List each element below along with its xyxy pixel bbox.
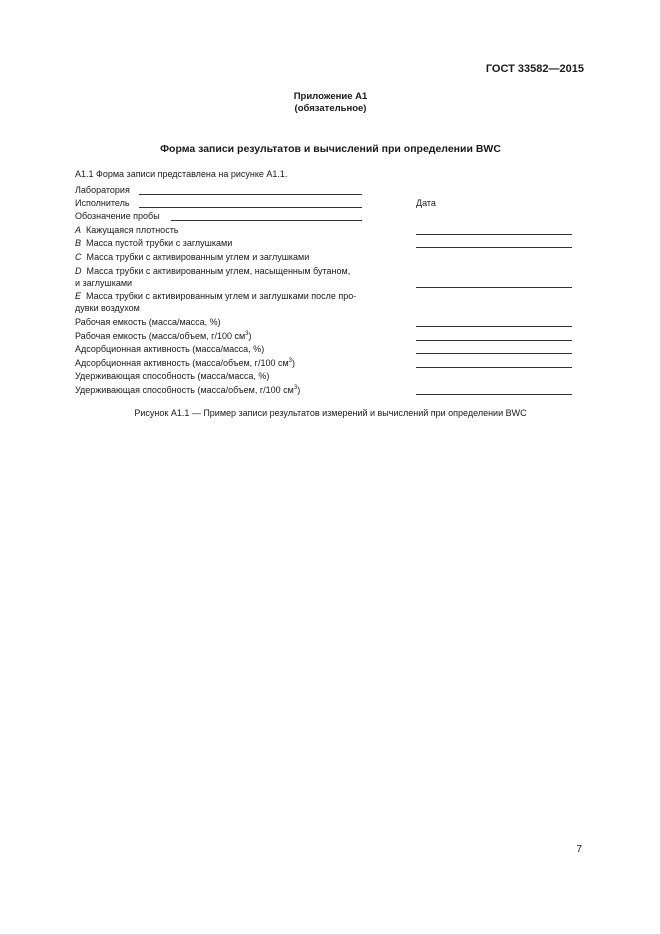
item-b	[75, 237, 232, 249]
sample-label: Обозначение пробы	[75, 211, 160, 221]
result-6-text: Удерживающая способность (масса/объем, г/100 см	[75, 385, 294, 395]
result-6-sup: 3	[293, 385, 298, 391]
result-4-sup: 3	[288, 358, 292, 364]
laboratory-label: Лаборатория	[75, 185, 130, 195]
item-d-text: Масса трубки с активированным углем, насыщенным бутаном,	[86, 266, 351, 276]
intro-text: А1.1 Форма записи представлена на рисунке А1.1.	[75, 169, 288, 179]
result-2	[75, 330, 252, 342]
item-b-letter: B	[75, 238, 82, 248]
item-c	[75, 251, 309, 263]
form-title: Форма записи результатов и вычислений при определении BWC	[160, 143, 501, 155]
standard-code: ГОСТ 33582—2015	[485, 63, 584, 75]
item-e-text: Масса трубки с активированным углем и заглушками после про-	[86, 291, 357, 301]
appendix-heading	[0, 91, 661, 115]
item-b-text: Масса пустой трубки с заглушками	[86, 238, 233, 248]
result-2-sup: 3	[245, 331, 249, 337]
item-e-continuation: дувки воздухом	[75, 303, 140, 313]
item-e-letter: E	[75, 291, 82, 301]
sample-field[interactable]	[171, 220, 362, 221]
item-c-text: Масса трубки с активированным углем и заглушками	[86, 252, 310, 262]
result-2-value-field[interactable]	[416, 340, 572, 341]
result-6	[75, 384, 300, 396]
appendix-status: (обязательное)	[294, 103, 367, 114]
item-a	[75, 224, 179, 236]
result-2-tail: )	[248, 331, 252, 341]
item-d-value-field[interactable]	[416, 287, 572, 288]
result-6-value-field[interactable]	[416, 394, 572, 395]
item-a-text: Кажущаяся плотность	[86, 225, 179, 235]
page-number: 7	[576, 844, 582, 855]
item-c-letter: C	[75, 252, 82, 262]
date-label: Дата	[416, 198, 436, 208]
item-a-value-field[interactable]	[416, 234, 572, 235]
result-3: Адсорбционная активность (масса/масса, %)	[75, 344, 265, 354]
item-d-letter: D	[75, 266, 82, 276]
appendix-title: Приложение А1	[293, 91, 368, 102]
result-4	[75, 357, 295, 369]
result-4-text: Адсорбционная активность (масса/объем, г/100 см	[75, 358, 289, 368]
laboratory-field[interactable]	[139, 194, 362, 195]
figure-caption: Рисунок А1.1 — Пример записи результатов измерений и вычислений при определении BWC	[134, 408, 527, 418]
result-4-value-field[interactable]	[416, 367, 572, 368]
item-b-value-field[interactable]	[416, 247, 572, 248]
item-e	[75, 290, 356, 302]
result-1: Рабочая емкость (масса/масса, %)	[75, 317, 221, 327]
result-2-text: Рабочая емкость (масса/объем, г/100 см	[75, 331, 246, 341]
result-4-tail: )	[292, 358, 295, 368]
executor-label: Исполнитель	[75, 198, 130, 208]
result-3-value-field[interactable]	[416, 353, 572, 354]
executor-field[interactable]	[139, 207, 362, 208]
result-6-tail: )	[297, 385, 301, 395]
result-1-value-field[interactable]	[416, 326, 572, 327]
item-d-continuation: и заглушками	[75, 278, 133, 288]
item-d	[75, 265, 350, 277]
item-a-letter: A	[75, 225, 82, 235]
result-5: Удерживающая способность (масса/масса, %)	[75, 371, 270, 381]
